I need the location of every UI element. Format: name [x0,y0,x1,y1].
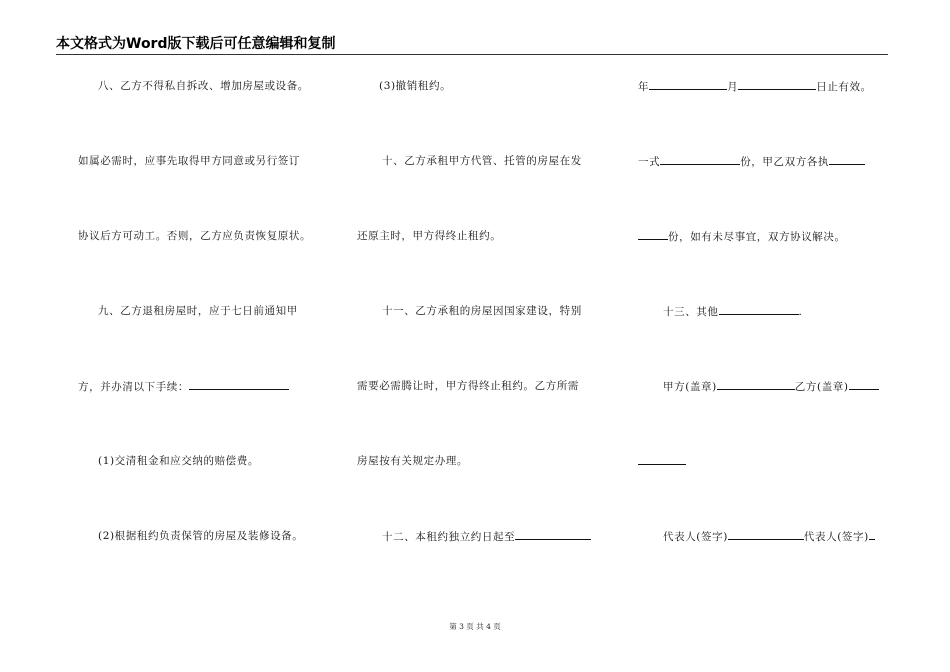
text-line [663,304,802,319]
text-segment: 十三、其他 [663,306,719,318]
blank-field [649,79,727,90]
text-line [78,379,289,394]
blank-field [719,304,799,315]
text-segment: 月 [727,81,739,93]
text-segment: 方，并办清以下手续： [78,381,189,393]
column-left [78,0,338,600]
text-segment: 十二、本租约独立约日起至 [382,531,516,543]
text-line: 如属必需时，应事先取得甲方同意或另行签订 [78,155,300,167]
text-line: 八、乙方不得私自拆改、增加房屋或设备。 [98,80,309,92]
text-line [638,229,846,244]
text-line: (1)交清租金和应交纳的赔偿费。 [98,455,259,467]
blank-field [717,379,795,390]
text-line: 还原主时，甲方得终止租约。 [357,230,502,242]
blank-field [638,229,668,240]
text-line [638,454,686,469]
text-line: 需要必需腾让时，甲方得终止租约。乙方所需 [357,380,579,392]
page-number: 第 3 页 共 4 页 [449,622,501,631]
text-line: (2)根据租约负责保管的房屋及装修设备。 [98,530,304,542]
text-line: 十、乙方承租甲方代管、托管的房屋在发 [382,155,582,167]
column-right [638,0,888,600]
blank-field [515,529,591,540]
text-line [638,154,865,169]
column-middle [357,0,617,600]
text-line [638,79,872,94]
text-segment: . [798,306,803,318]
text-segment: 份，如有未尽事宜，双方协议解决。 [668,231,846,243]
text-segment: 年 [638,81,650,93]
blank-field [189,379,289,390]
text-line [382,529,591,544]
blank-field [869,529,875,540]
text-segment: 甲方(盖章) [663,381,717,393]
blank-field [638,454,686,465]
text-line: 协议后方可动工。否则，乙方应负责恢复原状。 [78,230,312,242]
text-line [663,379,879,394]
text-segment: 代表人(签字) [663,531,728,543]
document-header: 本文格式为Word版下载后可任意编辑和复制 [56,36,336,52]
text-line: 九、乙方退租房屋时，应于七日前通知甲 [98,305,298,317]
text-line: 房屋按有关规定办理。 [357,455,468,467]
text-segment: 乙方(盖章) [794,381,849,393]
blank-field [849,379,879,390]
blank-field [660,154,740,165]
text-line: (3)撤销租约。 [379,80,452,92]
text-segment: 一式 [638,156,661,168]
text-line [663,529,875,544]
text-segment: 份，甲乙双方各执 [740,156,830,168]
text-segment: 代表人(签字) [803,531,869,543]
blank-field [738,79,816,90]
text-line: 十一、乙方承租的房屋因国家建设，特别 [382,305,582,317]
blank-field [829,154,865,165]
blank-field [728,529,804,540]
text-segment: 日止有效。 [816,81,872,93]
